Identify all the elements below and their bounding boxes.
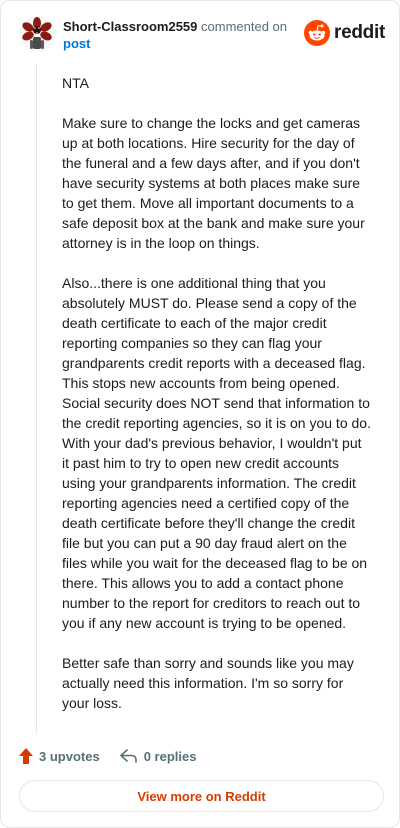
- username-link[interactable]: Short-Classroom2559: [63, 19, 198, 34]
- comment-actions: [19, 745, 379, 767]
- comment-paragraph: Make sure to change the locks and get cameras up at both locations. Hire security for the day of the funeral and a few days after, and if you don't have security systems at both places make sure to get them. Move all important documents to a safe deposit box at the bank and make sure your attorney is in the loop on things.: [62, 115, 365, 251]
- reply-button[interactable]: [120, 749, 197, 764]
- reddit-wordmark: reddit: [334, 22, 385, 43]
- comment-meta: [63, 18, 287, 52]
- action-text: commented on: [201, 19, 288, 34]
- reply-count: 0 replies: [143, 748, 197, 764]
- avatar[interactable]: [19, 16, 55, 52]
- reddit-snoo-icon: [304, 20, 330, 46]
- comment-paragraph: NTA: [62, 75, 89, 91]
- upvote-arrow-icon: [19, 748, 33, 764]
- view-more-button[interactable]: View more on Reddit: [19, 780, 384, 812]
- thread-line[interactable]: [36, 65, 37, 733]
- comment-paragraph: Better safe than sorry and sounds like you may actually need this information. I'm so sorry for your loss.: [62, 655, 354, 711]
- comment-body: [62, 73, 372, 733]
- comment-header: [19, 15, 385, 59]
- reddit-logo[interactable]: [304, 18, 385, 48]
- upvote-button[interactable]: [19, 748, 100, 764]
- demogorgon-avatar-icon: [19, 16, 55, 52]
- comment-paragraph: Also...there is one additional thing that you absolutely MUST do. Please send a copy of the death certificate to each of the major credit reporting companies so they can flag your grandparents credit reports with a deceased flag. This stops new accounts from being opened. Social security does NOT send that information to the credit reporting agencies, so it is on you to do. With your dad's previous behavior, I wouldn't put it past him to try to open new credit accounts using your grandparents information. The credit reporting agencies need a certified copy of the death certificate before they'll change the credit file but you can put a 90 day fraud alert on the files while you wait for the deceased flag to be on there. This allows you to add a contact phone number to the report for creditors to reach out to you if any new account is trying to be opened.: [62, 275, 371, 631]
- upvote-count: 3 upvotes: [39, 748, 100, 764]
- reply-arrow-icon: [120, 749, 138, 763]
- post-link[interactable]: post: [63, 36, 91, 51]
